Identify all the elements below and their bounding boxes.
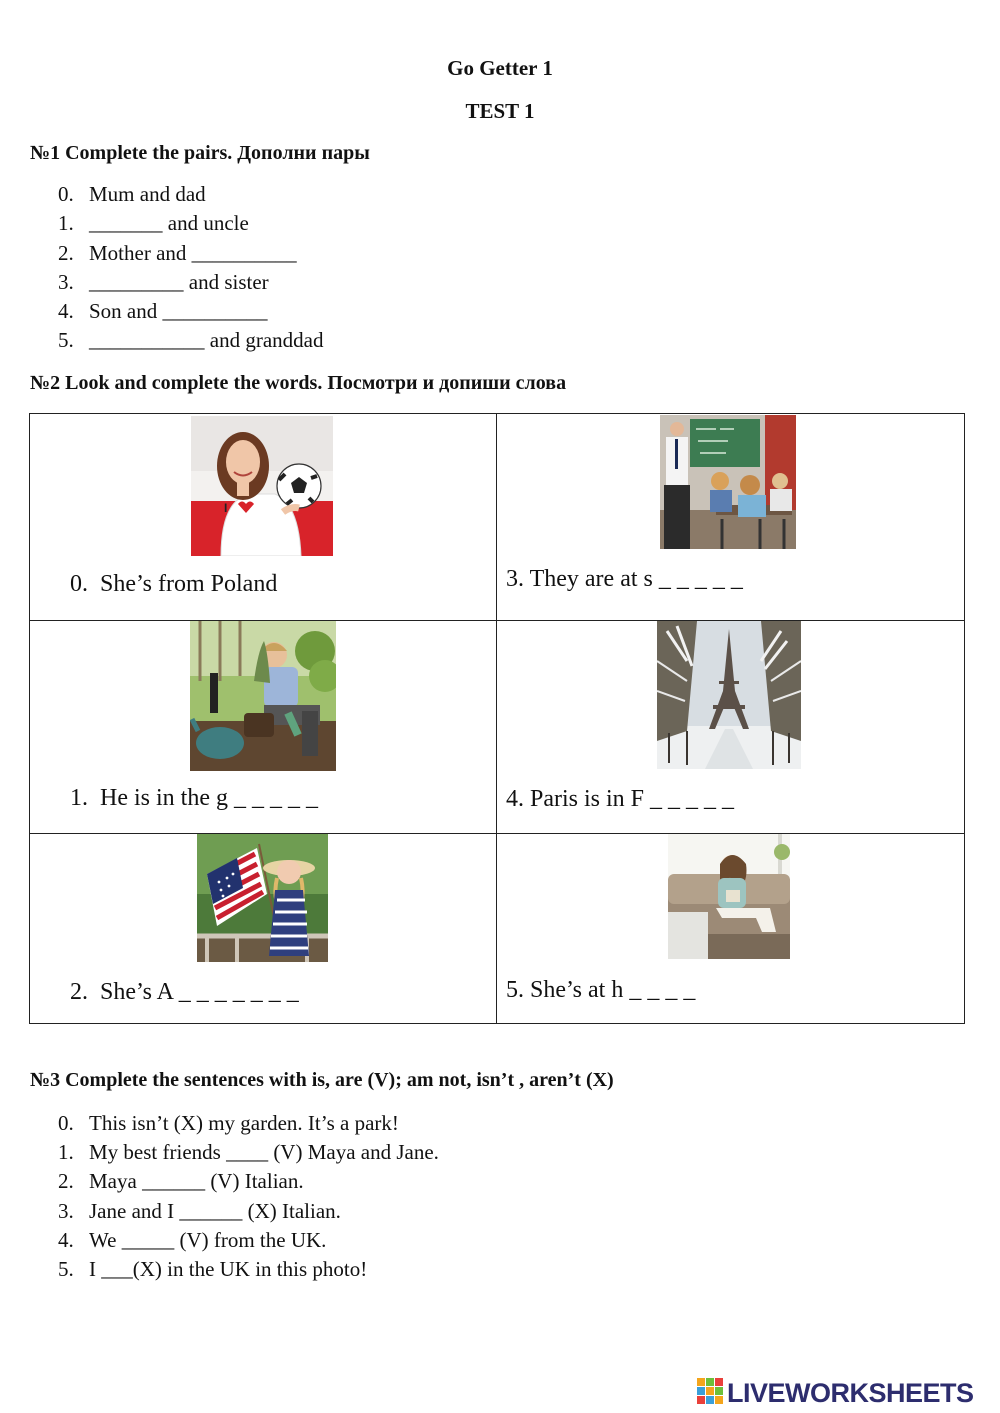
eiffel-tower-winter-photo [657,621,801,769]
girl-with-us-flag-photo [197,834,328,962]
exercise-1-heading: №1 Complete the pairs. Дополни пары [30,142,370,164]
list-item-text[interactable]: _________ and sister [89,269,269,294]
grid-cell-5 [497,834,965,1024]
document-title: Go Getter 1 [447,56,553,80]
list-item: 3. Jane and I ______ (X) Italian. [58,1198,341,1223]
list-item: 5. I ___(X) in the UK in this photo! [58,1256,368,1281]
grid-caption[interactable]: 5. She’s at h _ _ _ _ [506,977,696,1003]
boy-gardening-photo [190,621,336,771]
grid-cell-0 [30,414,497,621]
liveworksheets-logo-icon [697,1378,723,1409]
woman-with-football-photo [191,416,333,556]
grid-cell-2 [30,834,497,1024]
list-item: 3. _________ and sister [58,269,269,294]
list-item-text[interactable]: This isn’t (X) my garden. It’s a park! [89,1111,399,1135]
document-subtitle: TEST 1 [465,99,535,123]
picture-grid [29,413,965,1024]
exercise-1-list [58,180,323,356]
list-item-text[interactable]: Maya ______ (V) Italian. [89,1169,304,1194]
exercise-3-list [58,1109,439,1284]
list-item-text[interactable]: Mum and dad [89,182,206,206]
list-item: 4. We _____ (V) from the UK. [58,1227,327,1252]
liveworksheets-logo[interactable] [697,1376,974,1410]
list-item: 4. Son and __________ [58,299,268,324]
grid-caption[interactable]: 2. She’s A _ _ _ _ _ _ _ [70,979,299,1005]
list-item-text[interactable]: My best friends ____ (V) Maya and Jane. [89,1140,439,1165]
list-item: 1. My best friends ____ (V) Maya and Jane. [58,1140,439,1165]
list-item-text[interactable]: Son and __________ [89,299,268,324]
list-item-text[interactable]: I ___(X) in the UK in this photo! [89,1256,368,1281]
list-item: 0. This isn’t (X) my garden. It’s a park! [58,1111,399,1135]
grid-caption[interactable]: 4. Paris is in F _ _ _ _ _ [506,786,735,812]
grid-cell-3 [497,414,965,621]
list-item-text[interactable]: Jane and I ______ (X) Italian. [89,1198,341,1223]
list-item: 2. Maya ______ (V) Italian. [58,1169,304,1194]
list-item-text[interactable]: Mother and __________ [89,240,297,265]
list-item: 1. _______ and uncle [58,211,249,236]
grid-caption[interactable]: 3. They are at s _ _ _ _ _ [506,566,743,592]
list-item: 5. ___________ and granddad [58,328,324,353]
svg-text:I: I [224,501,228,515]
grid-cell-1 [30,621,497,834]
woman-on-sofa-photo [668,834,790,959]
grid-caption[interactable]: 0. She’s from Poland [70,571,278,597]
list-item: 0. Mum and dad [58,182,206,206]
grid-cell-4 [497,621,965,834]
grid-caption[interactable]: 1. He is in the g _ _ _ _ _ [70,785,318,811]
list-item-text[interactable]: ___________ and granddad [89,328,324,353]
exercise-3-heading: №3 Complete the sentences with is, are (V); am not, isn’t , aren’t (X) [30,1069,614,1091]
classroom-photo [660,415,796,549]
logo-text: LIVEWORKSHEETS [727,1377,974,1408]
list-item-text[interactable]: _______ and uncle [89,211,249,236]
list-item-text[interactable]: We _____ (V) from the UK. [89,1227,327,1252]
exercise-2-heading: №2 Look and complete the words. Посмотри и допиши слова [30,372,567,394]
list-item: 2. Mother and __________ [58,240,297,265]
